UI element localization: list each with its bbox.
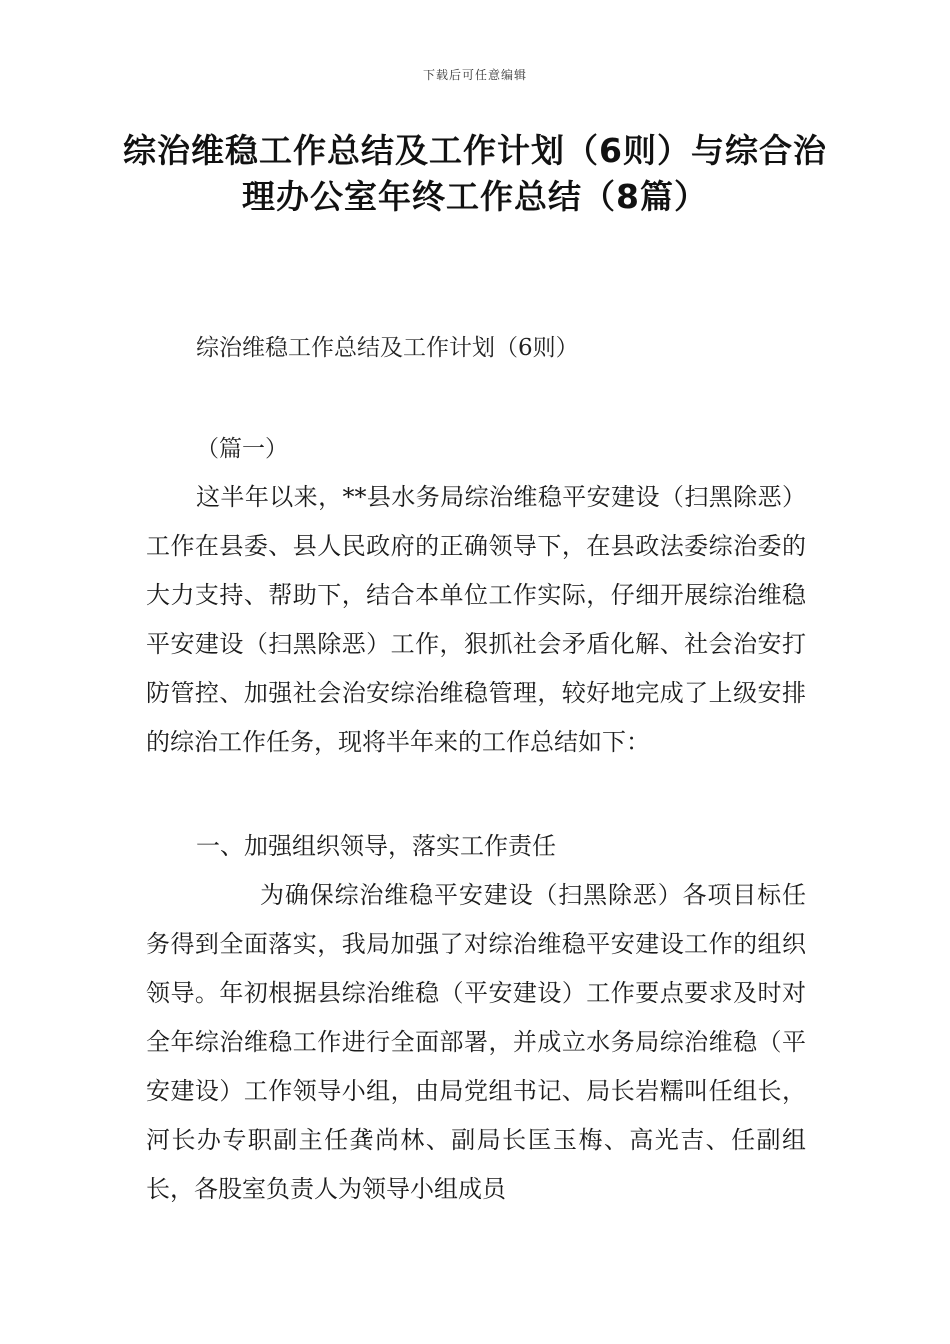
paragraph-section-1: 为确保综治维稳平安建设（扫黑除恶）各项目标任务得到全面落实，我局加强了对综治维稳平安建设工作的组织领导。年初根据县综治维稳（平安建设）工作要点要求及时对全年综治维稳工作进行全面部署，并成立水务局综治维稳（平安建设）工作领导小组，由局党组书记、局长岩糯叫任组长，河长办专职副主任龚尚林、副局长匡玉梅、高光吉、任副组长，各股室负责人为领导小组成员 [146, 881, 806, 1203]
section-heading-1: 一、加强组织领导，落实工作责任 [196, 832, 556, 860]
header-note: 下载后可任意编辑 [422, 68, 527, 82]
article-label: （篇一） [196, 436, 288, 462]
document-title: 综治维稳工作总结及工作计划（6则）与综合治理办公室年终工作总结（8篇） [123, 131, 827, 216]
section-subtitle: 综治维稳工作总结及工作计划（6则） [196, 335, 579, 361]
paragraph-intro: 这半年以来，**县水务局综治维稳平安建设（扫黑除恶）工作在县委、县人民政府的正确领导下，在县政法委综治委的大力支持、帮助下，结合本单位工作实际，仔细开展综治维稳平安建设（扫黑除恶）工作，狠抓社会矛盾化解、社会治安打防管控、加强社会治安综治维稳管理，较好地完成了上级安排的综治工作任务，现将半年来的工作总结如下： [146, 483, 806, 756]
